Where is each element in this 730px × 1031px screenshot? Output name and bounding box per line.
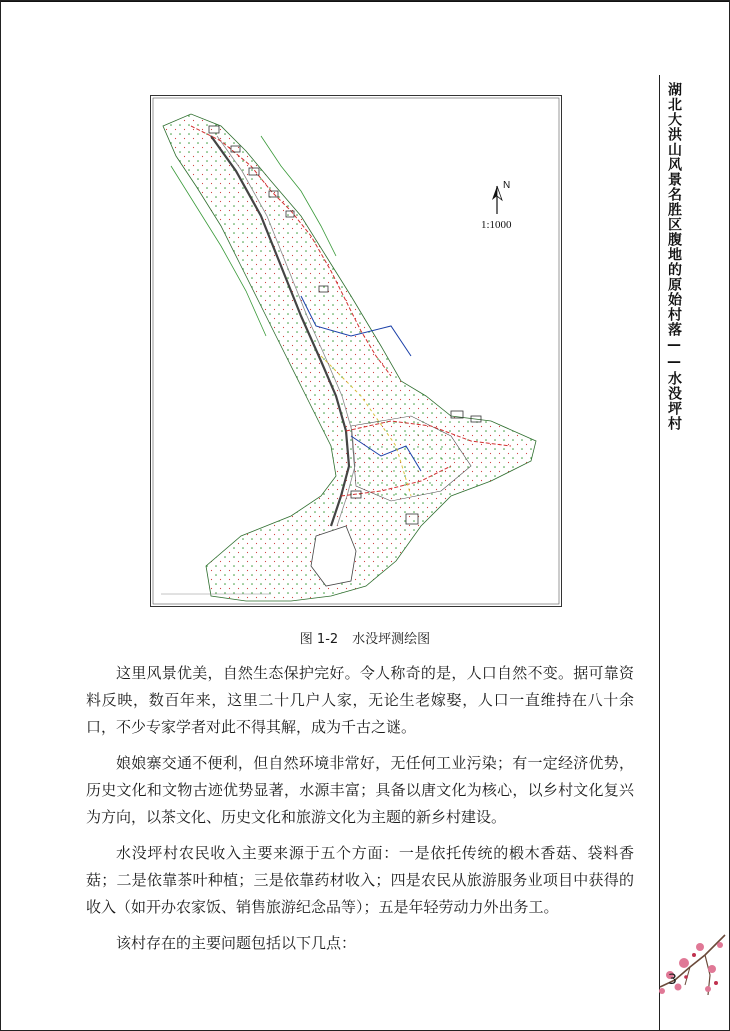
- map-scale-label: 1:1000: [481, 219, 512, 231]
- survey-map-figure: [150, 95, 562, 607]
- paragraph: 该村存在的主要问题包括以下几点：: [116, 934, 357, 952]
- running-header-title: 湖北大洪山风景名胜区腹地的原始村落——水没坪村: [666, 82, 682, 431]
- north-arrow-icon: [492, 186, 502, 214]
- figure-caption-number: 图 1-2: [299, 632, 339, 647]
- figure-caption-text: 水没坪测绘图: [352, 632, 431, 647]
- compass-label: N: [503, 180, 511, 191]
- map-terrain-area: [163, 114, 536, 601]
- page-number: 3: [668, 972, 677, 988]
- paragraph: 娘娘寨交通不便利，但自然环境非常好，无任何工业污染；有一定经济优势，历史文化和文物古迹优势显著，水源丰富；具备以唐文化为核心，以乡村文化复兴为方向，以茶文化、历史文化和旅游文化为主题的新乡村建设。: [86, 754, 634, 826]
- side-rule: [659, 75, 660, 1031]
- plum-blossom-decoration-icon: [650, 925, 730, 1019]
- figure-caption: [0, 628, 730, 647]
- paragraph: 水没坪村农民收入主要来源于五个方面：一是依托传统的椴木香菇、袋料香菇；二是依靠茶叶种植；三是依靠药材收入；四是农民从旅游服务业项目中获得的收入（如开办农家饭、销售旅游纪念品等）；五是年轻劳动力外出务工。: [86, 844, 634, 916]
- top-rule: [0, 0, 730, 2]
- body-text: [86, 660, 634, 966]
- paragraph: 这里风景优美，自然生态保护完好。令人称奇的是，人口自然不变。据可靠资料反映，数百年来，这里二十几户人家，无论生老嫁娶，人口一直维持在八十余口，不少专家学者对此不得其解，成为千古之谜。: [86, 664, 634, 736]
- survey-map-drawing: [151, 96, 561, 606]
